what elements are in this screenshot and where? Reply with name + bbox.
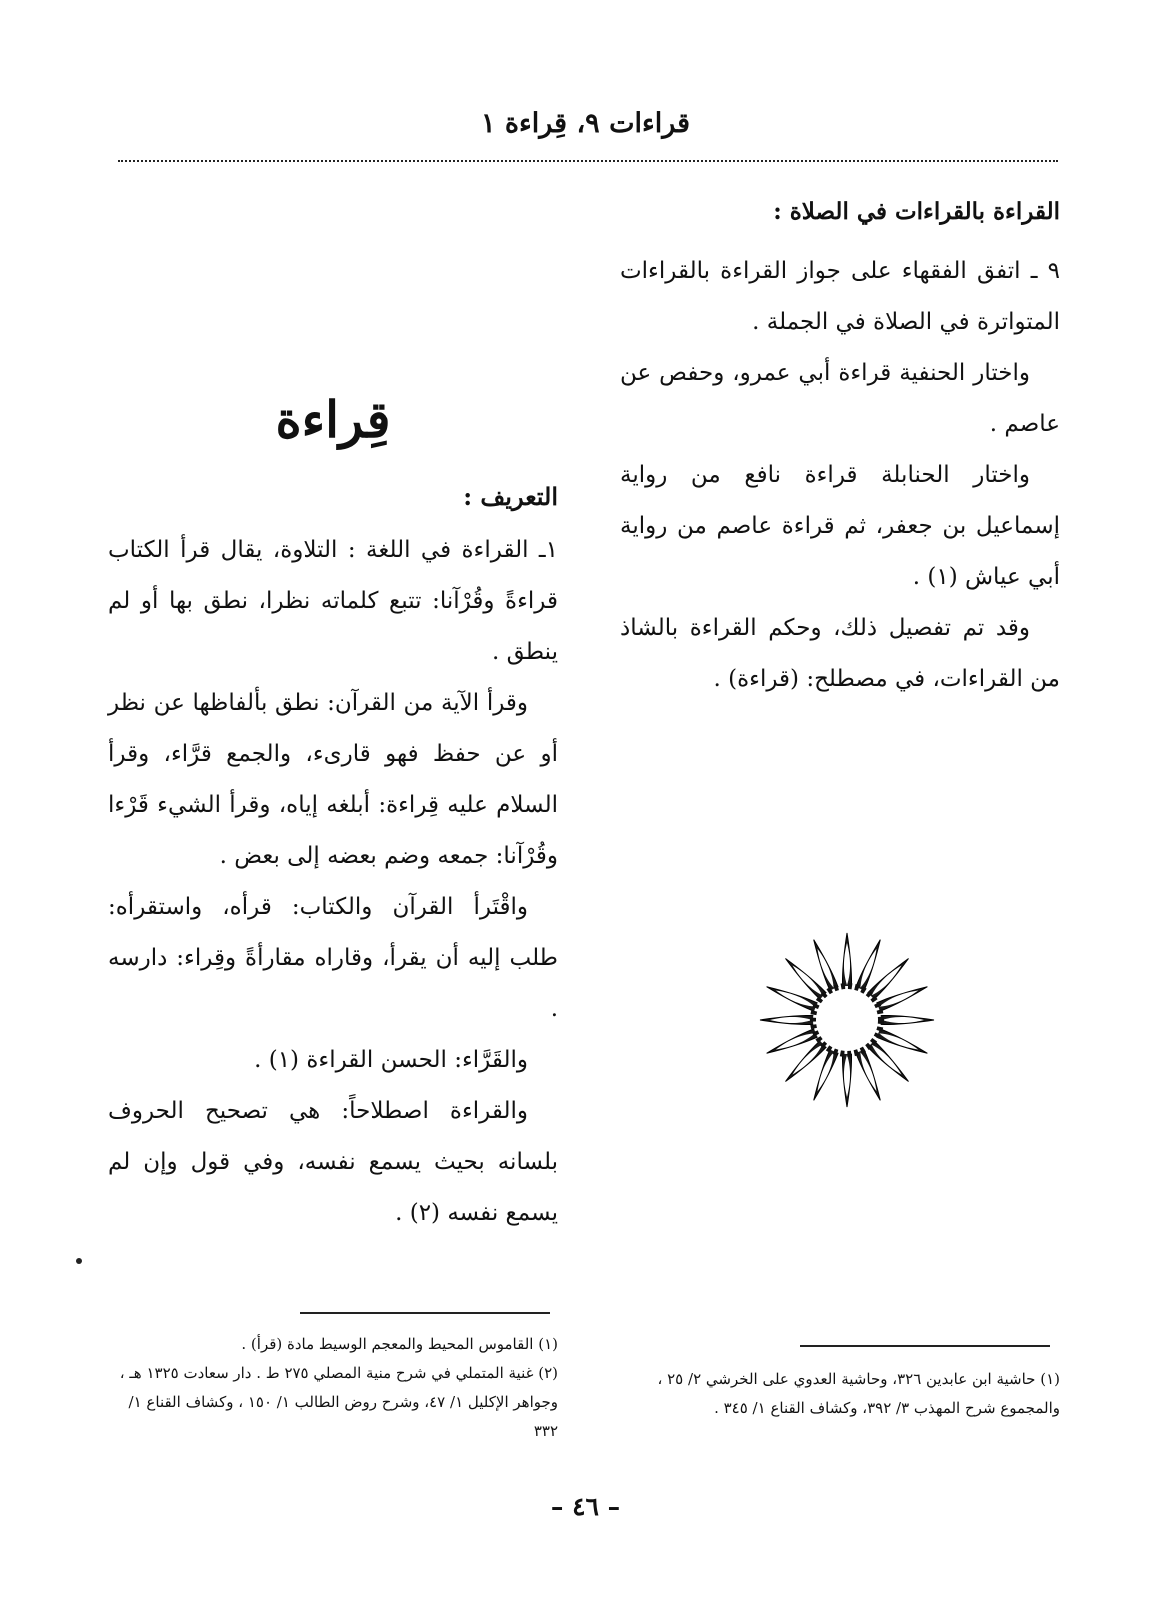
paragraph: ١ـ القراءة في اللغة : التلاوة، يقال قرأ الكتاب قراءةً وقُرْآنا: تتبع كلماته نظرا، نطق بها أو لم ينطق . — [108, 537, 558, 665]
footnote: (٢) غنية المتملي في شرح منية المصلي ٢٧٥ ط . دار سعادت ١٣٢٥ هـ ، وجواهر الإكليل ١/ ٤٧، وشرح روض الطالب ١/ ١٥٠ ، وكشاف القناع ١/ ٣٣٢ — [119, 1364, 558, 1440]
definition-heading: التعريف : — [463, 482, 558, 511]
stray-ink-dot — [76, 1258, 82, 1264]
paragraph: واختار الحنابلة قراءة نافع من رواية إسماعيل بن جعفر، ثم قراءة عاصم من رواية أبي عياش (١) . — [620, 462, 1060, 590]
paragraph: واختار الحنفية قراءة أبي عمرو، وحفص عن عاصم . — [620, 360, 1060, 437]
ornament-petal-inner — [870, 1043, 904, 1077]
footnote: (١) القاموس المحيط والمعجم الوسيط مادة (قرأ) . — [241, 1335, 558, 1353]
star-ornament-icon — [752, 925, 942, 1115]
right-column — [620, 190, 1060, 705]
ornament-petal-inner — [790, 1043, 824, 1077]
paragraph: والقَرَّاء: الحسن القراءة (١) . — [254, 1047, 528, 1073]
page-number: – ٤٦ – — [550, 1492, 621, 1521]
paragraph: وقد تم تفصيل ذلك، وحكم القراءة بالشاذ من القراءات، في مصطلح: (قراءة) . — [620, 615, 1060, 692]
ornament-petal-inner — [790, 963, 824, 997]
left-column — [108, 385, 558, 1239]
footnote: (١) حاشية ابن عابدين ٣٢٦، وحاشية العدوي على الخرشي ٢/ ٢٥ ، والمجموع شرح المهذب ٣/ ٣٩٢، وكشاف القناع ١/ ٣٤٥ . — [657, 1370, 1060, 1417]
paragraph: واقْتَرأ القرآن والكتاب: قرأه، واستقرأه: طلب إليه أن يقرأ، وقاراه مقارأةً وقِراء: دارسه . — [108, 894, 558, 1022]
footnote-rule — [800, 1345, 1050, 1347]
entry-title: قِراءة — [275, 390, 391, 449]
header-dotted-rule — [118, 160, 1058, 162]
paragraph: وقرأ الآية من القرآن: نطق بألفاظها عن نظر أو عن حفظ فهو قارىء، والجمع قرَّاء، وقرأ السلام عليه قِراءة: أبلغه إياه، وقرأ الشيء قَرْءا وقُرْآنا: جمعه وضم بعضه إلى بعض . — [108, 690, 558, 869]
paragraph: والقراءة اصطلاحاً: هي تصحيح الحروف بلسانه بحيث يسمع نفسه، وفي قول وإن لم يسمع نفسه (٢) . — [108, 1098, 558, 1226]
running-header: قراءات ٩، قِراءة ١ — [480, 108, 691, 139]
footnotes-right — [610, 1365, 1060, 1423]
footnote-rule — [300, 1312, 550, 1314]
section-heading: القراءة بالقراءات في الصلاة : — [773, 198, 1060, 225]
footnotes-left — [108, 1330, 558, 1446]
ornament-center — [821, 994, 873, 1046]
ornament-petal-inner — [870, 963, 904, 997]
star-ornament-graphic — [752, 925, 942, 1115]
paragraph: ٩ ـ اتفق الفقهاء على جواز القراءة بالقراءات المتواترة في الصلاة في الجملة . — [620, 258, 1060, 335]
